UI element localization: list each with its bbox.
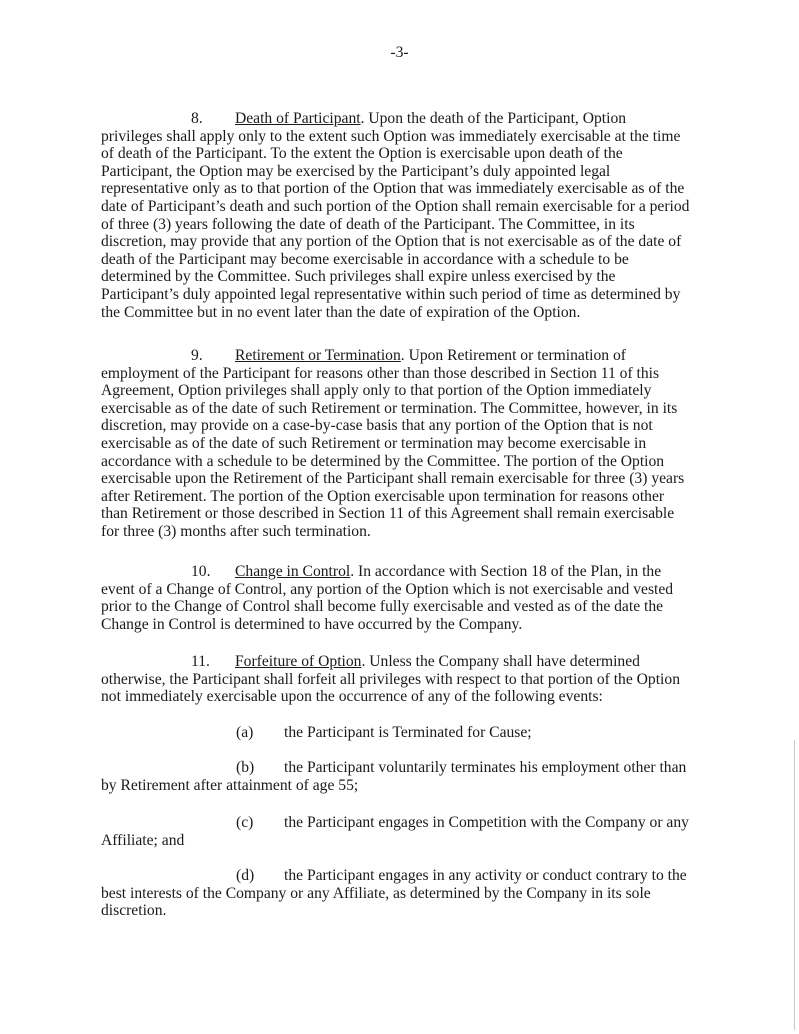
section-8-text: . Upon the death of the Participant, Option privileges shall apply only to the extent such Option was immediately exercisable at the time of death of the Participant. To the extent the Option is exercisable upon death of the Participant, the Option may be exercised by the Participant’s duly appointed legal representative only as to that portion of the Option that was immediately exercisable as of the date of Participant’s death and such portion of the Option shall remain exercisable for a period of three (3) years following the date of death of the Participant. The Committee, in its discretion, may provide that any portion of the Option that is not exercisable as of the date of death of the Participant may become exercisable in accordance with a schedule to be determined by the Committee. Such privileges shall expire unless exercised by the Participant’s duly appointed legal representative within such period of time as determined by the Committee but in no event later than the date of expiration of the Option. — [101, 110, 690, 321]
section-10-paragraph — [101, 563, 691, 633]
scan-edge-line — [794, 740, 795, 1030]
list-item-b-text: the Participant voluntarily terminates his employment other than by Retirement after attainment of age 55; — [101, 759, 687, 794]
section-11-number: 11. — [191, 653, 210, 670]
list-item-d — [101, 867, 691, 920]
section-11-text: . Unless the Company shall have determined otherwise, the Participant shall forfeit all privileges with respect to that portion of the Option not immediately exercisable upon the occurrence of any of the following events: — [101, 653, 680, 706]
list-item-c — [101, 814, 691, 849]
list-item-d-text: the Participant engages in any activity or conduct contrary to the best interests of the Company or any Affiliate, as determined by the Company in its sole discretion. — [101, 867, 687, 920]
section-11-title: Forfeiture of Option — [235, 653, 362, 670]
section-10-title: Change in Control — [235, 563, 351, 580]
list-item-b-label: (b) — [236, 759, 255, 776]
section-9-paragraph — [101, 347, 691, 541]
list-item-c-label: (c) — [236, 814, 254, 831]
section-11-paragraph — [101, 653, 691, 706]
section-8-number: 8. — [191, 110, 203, 127]
list-item-a-text: the Participant is Terminated for Cause; — [284, 724, 532, 741]
section-9-title: Retirement or Termination — [235, 347, 401, 364]
section-9-number: 9. — [191, 347, 203, 364]
section-10-number: 10. — [191, 563, 211, 580]
list-item-c-text: the Participant engages in Competition with the Company or any Affiliate; and — [101, 814, 689, 849]
list-item-b — [101, 759, 691, 794]
section-8-title: Death of Participant — [235, 110, 361, 127]
list-item-a-label: (a) — [236, 724, 254, 741]
section-10-text: . In accordance with Section 18 of the Plan, in the event of a Change of Control, any portion of the Option which is not exercisable and vested prior to the Change of Control shall become fully exercisable and vested as of the date the Change in Control is determined to have occurred by the Company. — [101, 563, 674, 633]
section-9-text: . Upon Retirement or termination of employment of the Participant for reasons other than those described in Section 11 of this Agreement, Option privileges shall apply only to that portion of the Option immediately exercisable as of the date of such Retirement or termination. The Committee, however, in its discretion, may provide on a case-by-case basis that any portion of the Option that is not exercisable as of the date of such Retirement or termination may become exercisable in accordance with a schedule to be determined by the Committee. The portion of the Option exercisable upon the Retirement of the Participant shall remain exercisable for three (3) years after Retirement. The portion of the Option exercisable upon termination for reasons other than Retirement or those described in Section 11 of this Agreement shall remain exercisable for three (3) months after such termination. — [101, 347, 685, 540]
section-8-paragraph — [101, 110, 691, 321]
list-item-d-label: (d) — [236, 867, 255, 884]
list-item-a — [101, 724, 691, 742]
page-number: -3- — [390, 44, 409, 61]
